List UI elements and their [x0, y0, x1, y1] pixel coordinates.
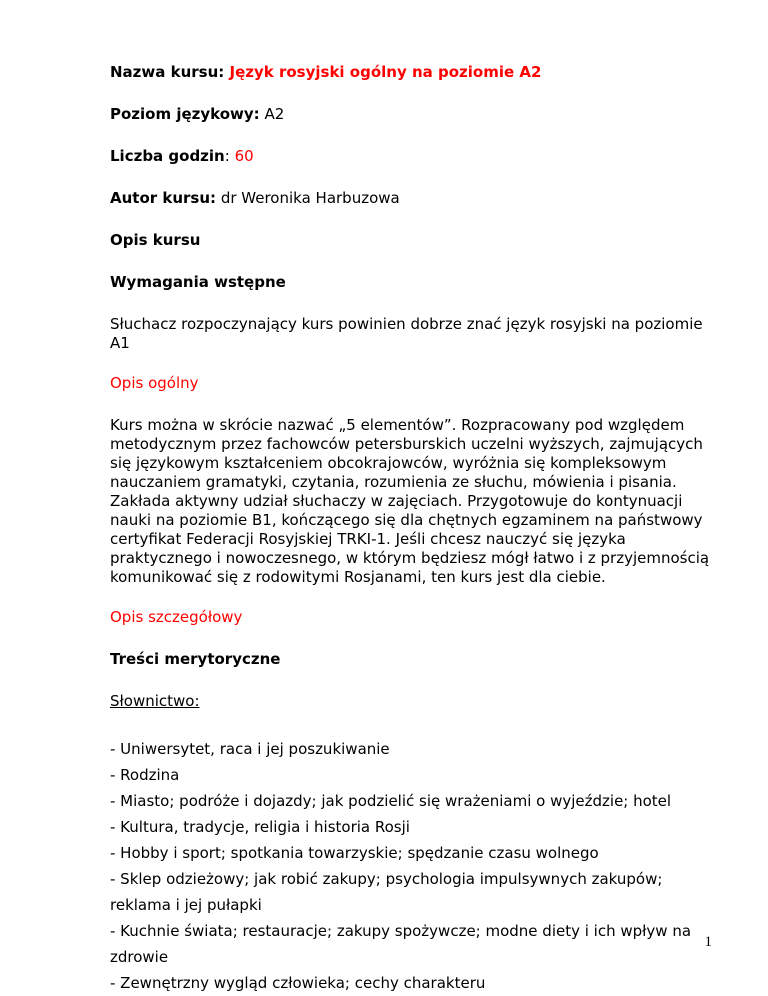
vocabulary-list — [110, 736, 720, 996]
list-item: - Miasto; podróże i dojazdy; jak podzielić się wrażeniami o wyjeździe; hotel — [110, 792, 672, 810]
level-label: Poziom językowy: — [110, 105, 260, 123]
vocabulary-heading: Słownictwo: — [110, 692, 200, 710]
hours-separator: : — [224, 147, 230, 165]
document-page — [110, 61, 720, 996]
general-description-heading: Opis ogólny — [110, 374, 199, 392]
course-name-line — [110, 61, 720, 84]
general-description-text: Kurs można w skrócie nazwać „5 elementów”. Rozpracowany pod względem metodycznym przez fachowców petersburskich uczelni wyższych, zajmujących się językowym kształceniem obcokrajowców, wyróżnia się kompleksowym nauczaniem gramatyki, czytania, rozumienia ze słuchu, mówienia i pisania. Zakłada aktywny udział słuchaczy w zajęciach. Przygotowuje do kontynuacji nauki na poziomie B1, kończącego się dla chętnych egzaminem na państwowy certyfikat Federacji Rosyjskiej TRKI-1. Jeśli chcesz nauczyć się języka praktycznego i nowoczesnego, w którym będziesz mógł łatwo i z przyjemnością komunikować się z rodowitymi Rosjanami, ten kurs jest dla ciebie. — [110, 416, 710, 586]
list-item: - Rodzina — [110, 766, 180, 784]
level-line — [110, 103, 720, 126]
prerequisites-text: Słuchacz rozpoczynający kurs powinien dobrze znać język rosyjski na poziomie A1 — [110, 315, 703, 352]
author-value: dr Weronika Harbuzowa — [220, 189, 400, 207]
prerequisites-heading: Wymagania wstępne — [110, 273, 286, 291]
list-item: - Hobby i sport; spotkania towarzyskie; spędzanie czasu wolnego — [110, 844, 599, 862]
list-item: - Kultura, tradycje, religia i historia Rosji — [110, 818, 410, 836]
hours-value: 60 — [234, 147, 254, 165]
list-item: - Uniwersytet, raca i jej poszukiwanie — [110, 740, 390, 758]
course-description-heading: Opis kursu — [110, 231, 201, 249]
course-name-label: Nazwa kursu: — [110, 63, 225, 81]
detailed-description-heading: Opis szczegółowy — [110, 608, 243, 626]
hours-line — [110, 145, 720, 168]
course-name-value: Język rosyjski ogólny na poziomie A2 — [229, 63, 542, 81]
hours-label: Liczba godzin — [110, 147, 225, 165]
page-number: 1 — [704, 934, 712, 950]
level-value: A2 — [264, 105, 285, 123]
author-label: Autor kursu: — [110, 189, 217, 207]
list-item: - Sklep odzieżowy; jak robić zakupy; psychologia impulsywnych zakupów; reklama i jej pułapki — [110, 870, 663, 914]
content-heading: Treści merytoryczne — [110, 650, 281, 668]
author-line — [110, 187, 720, 210]
list-item: - Zewnętrzny wygląd człowieka; cechy charakteru — [110, 974, 486, 992]
list-item: - Kuchnie świata; restauracje; zakupy spożywcze; modne diety i ich wpływ na zdrowie — [110, 922, 692, 966]
